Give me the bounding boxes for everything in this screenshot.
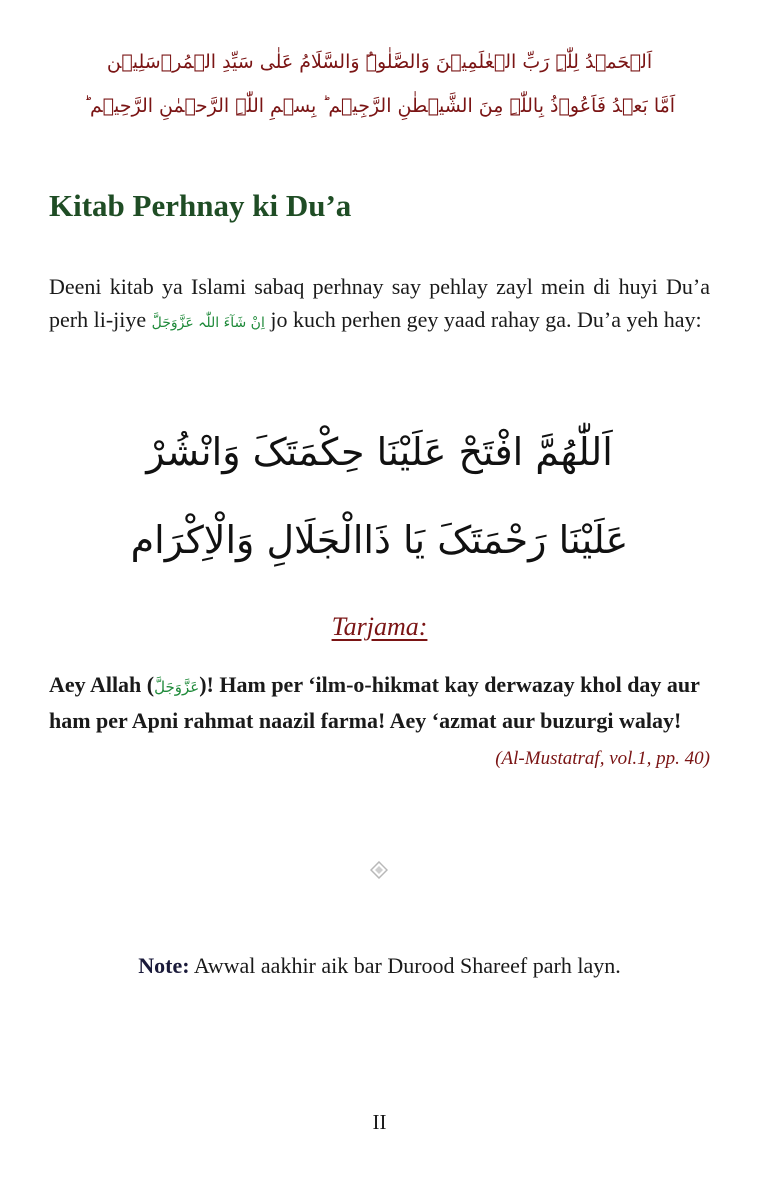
arabic-opening-header [0, 40, 759, 128]
note-text: Awwal aakhir aik bar Durood Shareef parh layn. [193, 953, 621, 978]
dua-line-1: اَللّٰھُمَّ افْتَحْ عَلَیْنَا حِکْمَتَکَ وَانْشُرْ [146, 430, 613, 474]
inshallah-arabic: اِنْ شَآءَ اللّٰہ عَزَّوَجَلَّ [151, 315, 265, 331]
page-number: II [372, 1110, 387, 1134]
page-title: Kitab Perhnay ki Du’a [49, 188, 352, 223]
tarjama-heading: Tarjama: [331, 612, 428, 641]
intro-text-2: jo kuch perhen gey yaad rahay ga. Du’a yeh hay: [270, 307, 702, 332]
azzawajal-arabic: عَزَّوَجَلَّ [154, 678, 200, 696]
intro-paragraph [49, 270, 710, 340]
dua-arabic-text [0, 408, 759, 584]
translation-text-2: )! Ham per ‘ilm-o-hikmat kay derwazay khol day aur ham per Apni rahmat naazil farma! Aey ‘azmat aur buzurgi walay! [49, 672, 700, 733]
translation-text-1: Aey Allah ( [49, 672, 155, 697]
translation-paragraph [49, 668, 710, 737]
header-line-2: اَمَّا بَعۡدُ فَاَعُوۡذُ بِاللّٰہِ مِنَ الشَّیۡطٰنِ الرَّجِیۡم ؕ بِسۡمِ اللّٰہِ الرَّحۡمٰنِ الرَّحِیۡم ؕ [83, 95, 676, 117]
header-line-1: اَلۡحَمۡدُ لِلّٰہِ رَبِّ الۡعٰلَمِیۡنَ وَالصَّلٰوۃُ وَالسَّلَامُ عَلٰی سَیِّدِ الۡمُرۡسَلِیۡن [106, 51, 653, 73]
intro-text-1: Deeni kitab ya Islami sabaq perhnay say pehlay zayl mein di huyi Du’a perh li-jiye [49, 274, 710, 332]
reference-citation: (Al-Mustatraf, vol.1, pp. 40) [495, 748, 710, 769]
note-label: Note: [138, 953, 190, 978]
note-line [0, 953, 759, 979]
dua-line-2: عَلَیْنَا رَحْمَتَکَ یَا ذَاالْجَلَالِ وَالْاِکْرَام [130, 518, 629, 562]
diamond-ornament-icon [370, 861, 388, 879]
